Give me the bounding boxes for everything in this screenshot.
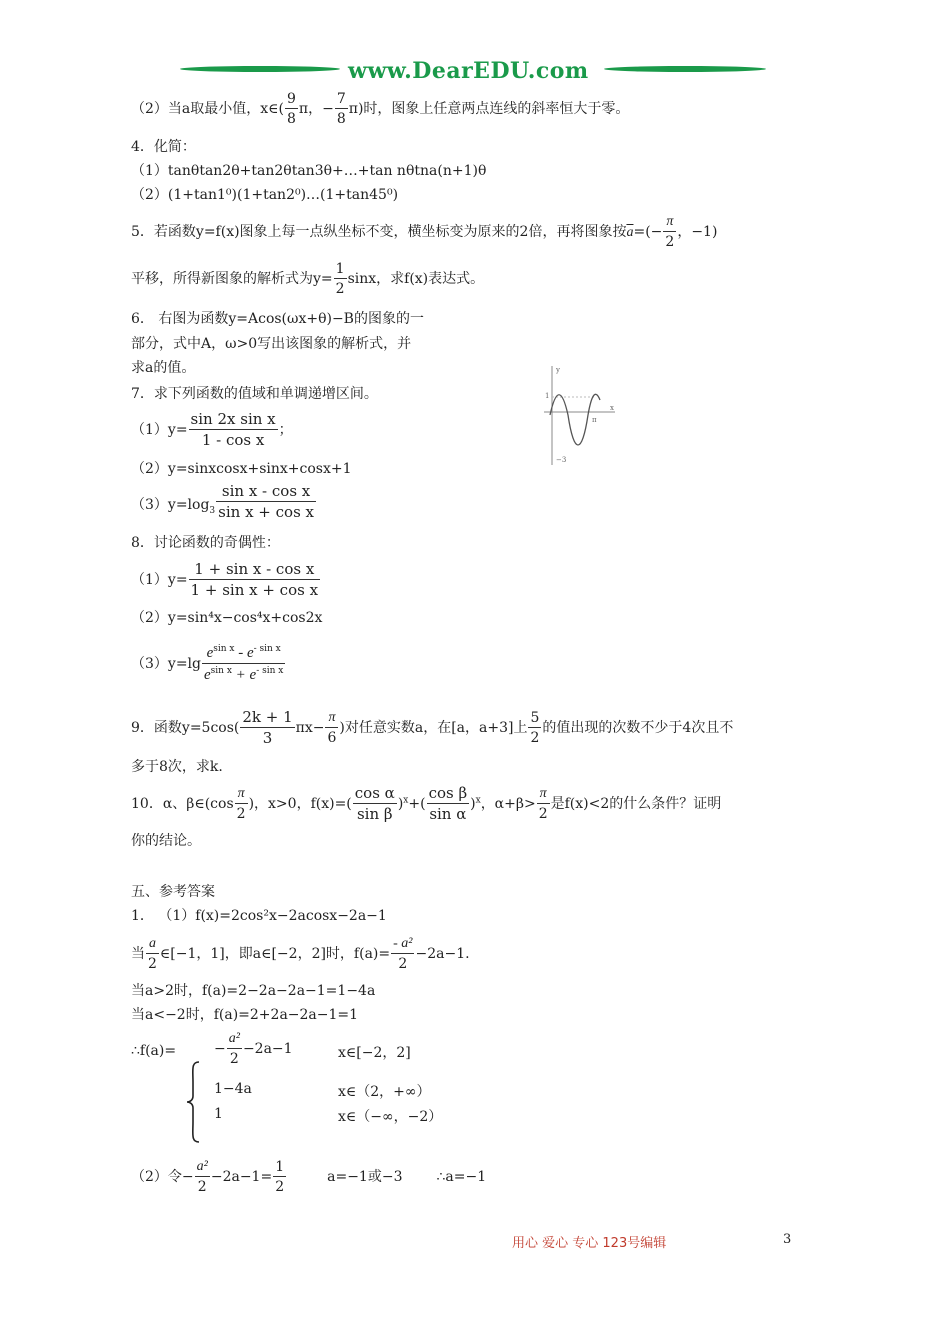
q7-part3: $(3)y=\log_3$ $\frac{\text{sin x - cos x}}{\text{sin x + cos x}}$ (131, 482, 315, 521)
answer1-part2: （2）令− $\frac{\text{a²}}{2}$ −2a−1= $\frac{1}{2}$ a=−1或−3 ∴a=−1 (131, 1159, 487, 1195)
q8-part1: （1）y= $\frac{\text{1 + sin x - cos x}}{\text{1 + sin x + cos x}}$ (131, 560, 319, 599)
q6-line1: 6． 右图为函数y=Acos(ωx+θ)−B的图象的一 (131, 311, 424, 327)
graph-x-label: x (610, 404, 614, 412)
piecewise-row2-domain: x∈（2，+∞） (338, 1084, 431, 1100)
q8-title: 8．讨论函数的奇偶性： (131, 535, 280, 551)
piecewise-row2-expr: 1−4a (214, 1081, 252, 1097)
header-logo: www.DearEDU.com (348, 58, 589, 84)
q4-part1: （1）tanθtan2θ+tan2θtan3θ+…+tan nθtna(n+1)θ (131, 163, 487, 179)
answer1-line4: 当a<−2时，f(a)=2+2a−2a−1=1 (131, 1007, 359, 1023)
answer1-part1: 1． （1）f(x)=2cos²x−2acosx−2a−1 (131, 908, 387, 924)
answer1-line3: 当a>2时，f(a)=2−2a−2a−1=1−4a (131, 983, 376, 999)
q9-line1: 9．函数y=5cos( $\frac{2k + 1}{3}$ πx− $\frac{\pi}{6}$ )对任意实数a，在[a，a+3]上 $\frac{5}{2}$ 的值出现的次数不少于4次且不 (131, 708, 734, 747)
q5-line1: 5．若函数y=f(x)图象上每一点纵坐标不变，横坐标变为原来的2倍，再将图象按$\overline{a}=(-$ $\frac{\pi}{2}$ ，−1) (131, 214, 718, 250)
graph-tick-neg3: −3 (556, 456, 567, 464)
footer-editor-note: 用心 爱心 专心 123号编辑 (512, 1236, 667, 1251)
q7-part2: （2）y=sinxcosx+sinx+cosx+1 (131, 461, 352, 477)
piecewise-row1-domain: x∈[−2，2] (338, 1045, 411, 1061)
header-swoosh-left (180, 66, 340, 72)
graph-y-label: y (556, 366, 560, 374)
piecewise-row3-expr: 1 (214, 1106, 223, 1122)
q6-function-graph (540, 360, 620, 470)
answer1-line2: 当 $\frac{a}{2}$ ∈[−1，1]，即a∈[−2，2]时，f(a)= $\frac{\text{- a²}}{2}$ −2a−1. (131, 936, 470, 972)
header-swoosh-right (604, 66, 766, 72)
page-number: 3 (783, 1232, 792, 1247)
piecewise-brace (186, 1060, 202, 1144)
section5-title: 五、参考答案 (131, 884, 215, 900)
piecewise-label: ∴f(a)= (131, 1043, 177, 1059)
q5-line2: 平移，所得新图象的解析式为y= $\frac{1}{2}$ sinx，求f(x)表达式。 (131, 261, 485, 297)
q8-part2: （2）y=sin⁴x−cos⁴x+cos2x (131, 610, 323, 626)
q9-line2: 多于8次，求k. (131, 759, 223, 775)
q10-line1: 10．α、β∈(cos $\frac{\pi}{2}$ )，x>0，f(x)=( $\frac{\text{cos α}}{\text{sin β}}$ )$^x$+( $\frac{\text{cos β}}{\text{sin α}}$ )$^x$，α+β> $\frac{\pi}{2}$ 是f(x)<2的什么条件？证明 (131, 784, 722, 823)
graph-tick-pi: π (592, 416, 597, 424)
piecewise-row3-domain: x∈（−∞，−2） (338, 1109, 443, 1125)
q4-title: 4．化简： (131, 139, 196, 155)
q6-line2: 部分，式中A，ω>0写出该图象的解析式，并 (131, 336, 412, 352)
q4-part2: （2）(1+tan1⁰)(1+tan2⁰)…(1+tan45⁰) (131, 187, 399, 203)
q7-title: 7．求下列函数的值域和单调递增区间。 (131, 386, 378, 402)
piecewise-row1-expr: − $\frac{\text{a²}}{2}$ −2a−1 (214, 1031, 293, 1067)
q7-part1: （1）y= $\frac{\text{sin 2x sin x}}{\text{1 - cos x}}$ ； (131, 410, 293, 449)
q8-part3: （3）y=lg $\frac{e^{sin x} - e^{- sin x}}{e^{sin x} + e^{- sin x}}$ (131, 644, 284, 683)
q6-line3: 求a的值。 (131, 360, 196, 376)
q10-line2: 你的结论。 (131, 833, 201, 849)
q3-part2: （2）当a取最小值，x∈( $\frac{9}{8}$ π，− $\frac{7}{8}$ π)时，图象上任意两点连线的斜率恒大于零。 (131, 91, 630, 127)
graph-tick-1: 1 (545, 392, 550, 400)
